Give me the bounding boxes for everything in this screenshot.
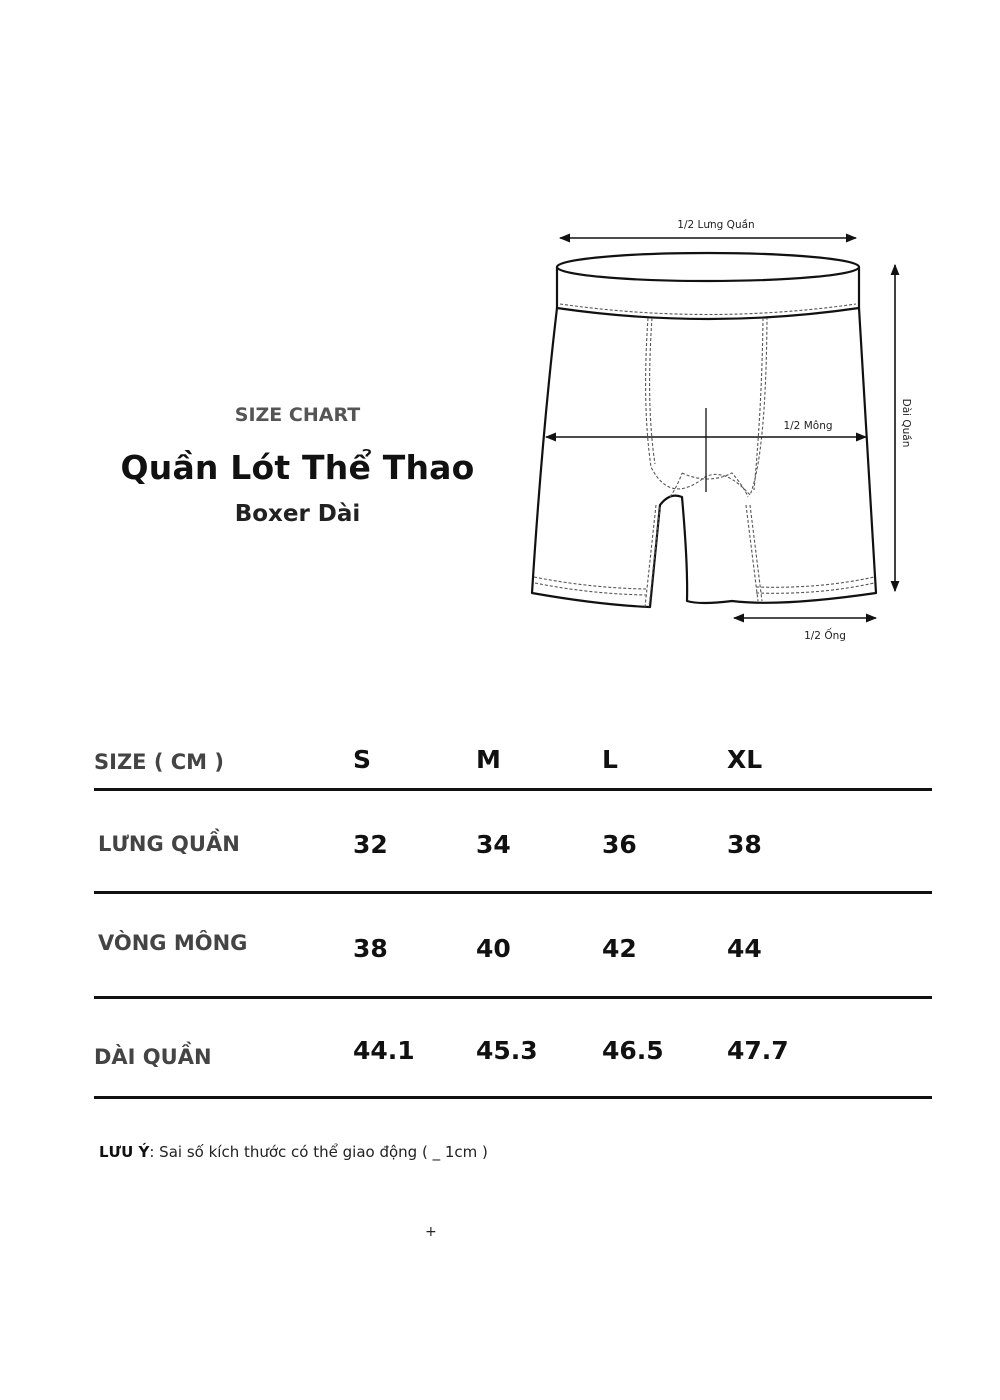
note-label: LƯU Ý — [99, 1143, 150, 1161]
row-label: VÒNG MÔNG — [98, 931, 248, 955]
table-cell: 40 — [476, 934, 511, 963]
size-header-l: L — [602, 745, 618, 774]
measure-arrows — [546, 238, 895, 618]
size-header-s: S — [353, 745, 372, 774]
size-table — [94, 736, 932, 1099]
boxer-measurement-diagram — [520, 205, 940, 655]
table-cell: 44.1 — [353, 1036, 415, 1065]
table-cell: 42 — [602, 934, 637, 963]
table-cell: 46.5 — [602, 1036, 664, 1065]
product-subtitle: Boxer Dài — [234, 501, 361, 527]
size-header-xl: XL — [727, 745, 763, 774]
size-unit-header: SIZE ( CM ) — [94, 750, 224, 774]
tolerance-note — [99, 1143, 488, 1161]
table-row-length — [94, 999, 932, 1099]
size-chart-eyebrow: SIZE CHART — [234, 404, 361, 426]
size-chart-header — [100, 400, 495, 527]
leg-opening-label: 1/2 Ống — [804, 630, 846, 642]
table-cell: 32 — [353, 830, 388, 859]
table-row-hip — [94, 894, 932, 999]
product-title: Quần Lót Thể Thao — [120, 448, 475, 487]
table-cell: 38 — [727, 830, 762, 859]
note-text: : Sai số kích thước có thể giao động ( _ 1cm ) — [149, 1143, 488, 1161]
table-cell: 34 — [476, 830, 511, 859]
footer-mark: + — [425, 1224, 437, 1240]
hip-measure-label: 1/2 Mông — [783, 420, 833, 432]
length-measure-label: Dài Quần — [900, 398, 912, 448]
table-cell: 38 — [353, 934, 388, 963]
table-cell: 36 — [602, 830, 637, 859]
boxer-stitching — [534, 304, 874, 607]
row-label: DÀI QUẦN — [94, 1045, 212, 1069]
row-label: LƯNG QUẦN — [98, 832, 240, 856]
size-header-m: M — [476, 745, 501, 774]
table-cell: 44 — [727, 934, 762, 963]
table-header-row — [94, 736, 932, 791]
table-cell: 47.7 — [727, 1036, 789, 1065]
table-cell: 45.3 — [476, 1036, 538, 1065]
table-row-waist — [94, 791, 932, 894]
waist-measure-label: 1/2 Lưng Quần — [677, 219, 755, 231]
